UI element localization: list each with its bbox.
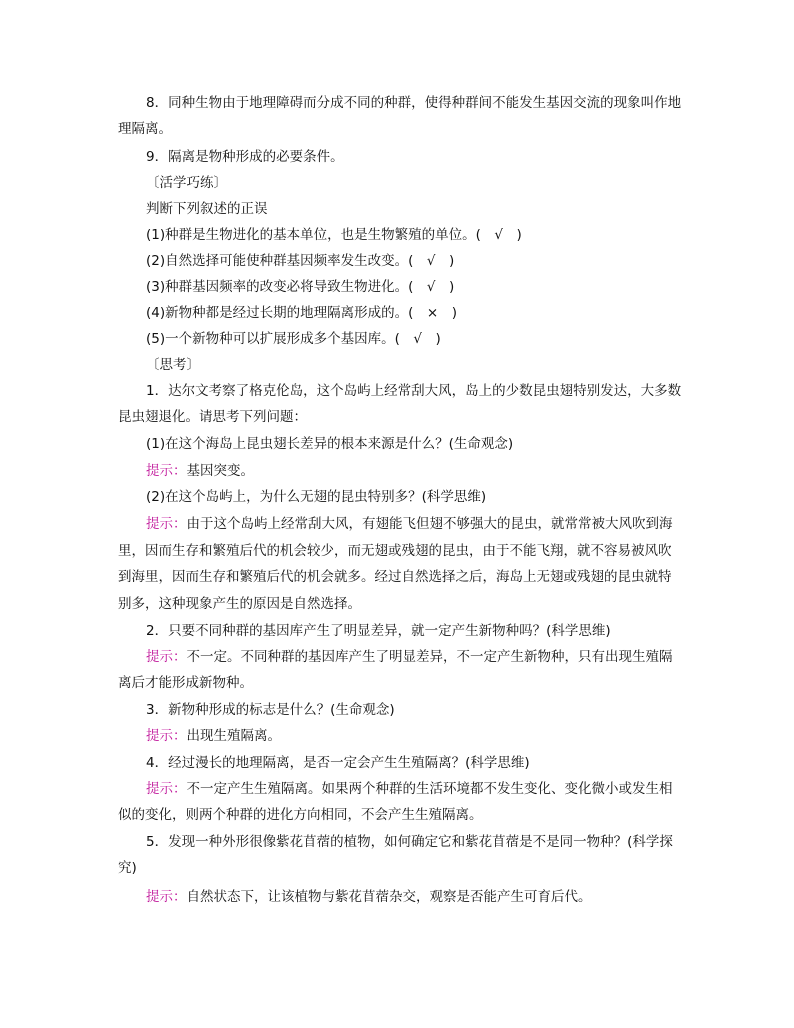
text-line xyxy=(146,356,200,374)
hint-label: 提示： xyxy=(146,463,187,479)
text-line xyxy=(146,252,454,270)
text-line xyxy=(146,888,592,906)
line-text: 判断下列叙述的正误 xyxy=(146,201,268,217)
line-text: 〔活学巧练〕 xyxy=(146,175,227,191)
line-text: 到海里，因而生存和繁殖后代的机会就多。经过自然选择之后，海岛上无翅或残翅的昆虫就特 xyxy=(118,569,672,585)
hint-label: 提示： xyxy=(146,649,187,665)
line-text: 似的变化，则两个种群的进化方向相同，不会产生生殖隔离。 xyxy=(118,807,483,823)
line-text: 理隔离。 xyxy=(118,121,172,137)
line-text: 1．达尔文考察了格克伦岛，这个岛屿上经常刮大风，岛上的少数昆虫翅特别发达，大多数 xyxy=(146,383,682,399)
text-line xyxy=(146,648,673,666)
text-line xyxy=(118,674,253,692)
line-text: 出现生殖隔离。 xyxy=(186,728,281,744)
text-line xyxy=(146,622,611,640)
line-text: (2)自然选择可能使种群基因频率发生改变。( √ ) xyxy=(146,253,455,269)
text-line xyxy=(118,859,137,877)
line-text: (3)种群基因频率的改变必将导致生物进化。( √ ) xyxy=(146,279,455,295)
line-text: 别多，这种现象产生的原因是自然选择。 xyxy=(118,596,361,612)
hint-label: 提示： xyxy=(146,889,187,905)
line-text: 离后才能形成新物种。 xyxy=(118,675,253,691)
text-line xyxy=(146,304,457,322)
text-line xyxy=(146,462,254,480)
line-text: 不一定。不同种群的基因库产生了明显差异，不一定产生新物种，只有出现生殖隔 xyxy=(186,649,673,665)
line-text: 4．经过漫长的地理隔离，是否一定会产生生殖隔离？(科学思维) xyxy=(146,755,530,771)
text-line xyxy=(118,595,361,613)
line-text: 不一定产生生殖隔离。如果两个种群的生活环境都不发生变化、变化微小或发生相 xyxy=(186,781,673,797)
text-line xyxy=(146,727,281,745)
line-text: 2．只要不同种群的基因库产生了明显差异，就一定产生新物种吗？(科学思维) xyxy=(146,623,611,639)
line-text: 究) xyxy=(118,860,137,876)
text-line xyxy=(118,568,672,586)
line-text: 自然状态下，让该植物与紫花苜蓿杂交，观察是否能产生可育后代。 xyxy=(186,889,592,905)
text-line xyxy=(146,94,681,112)
line-text: (5)一个新物种可以扩展形成多个基因库。( √ ) xyxy=(146,331,441,347)
text-line xyxy=(146,435,513,453)
text-line xyxy=(118,542,672,560)
hint-label: 提示： xyxy=(146,516,187,532)
text-line xyxy=(146,701,395,719)
text-line xyxy=(146,226,522,244)
line-text: (2)在这个岛屿上，为什么无翅的昆虫特别多？(科学思维) xyxy=(146,489,487,505)
text-line xyxy=(146,330,441,348)
line-text: (4)新物种都是经过长期的地理隔离形成的。( × ) xyxy=(146,305,457,321)
line-text: 5．发现一种外形很像紫花苜蓿的植物，如何确定它和紫花苜蓿是不是同一物种？(科学探 xyxy=(146,834,673,850)
hint-label: 提示： xyxy=(146,728,187,744)
text-line xyxy=(146,200,268,218)
text-line xyxy=(118,120,172,138)
text-line xyxy=(146,278,454,296)
line-text: (1)在这个海岛上昆虫翅长差异的根本来源是什么？(生命观念) xyxy=(146,436,514,452)
line-text: 8．同种生物由于地理障碍而分成不同的种群，使得种群间不能发生基因交流的现象叫作地 xyxy=(146,95,682,111)
text-line xyxy=(146,515,673,533)
line-text: 昆虫翅退化。请思考下列问题： xyxy=(118,409,307,425)
text-line xyxy=(146,754,530,772)
line-text: 里，因而生存和繁殖后代的机会较少，而无翅或残翅的昆虫，由于不能飞翔，就不容易被风吹 xyxy=(118,543,672,559)
line-text: 〔思考〕 xyxy=(146,357,200,373)
line-text: (1)种群是生物进化的基本单位，也是生物繁殖的单位。( √ ) xyxy=(146,227,522,243)
hint-label: 提示： xyxy=(146,781,187,797)
text-line xyxy=(146,148,344,166)
text-line xyxy=(146,780,673,798)
line-text: 9．隔离是物种形成的必要条件。 xyxy=(146,149,344,165)
text-line xyxy=(118,806,483,824)
text-line xyxy=(118,408,307,426)
text-line xyxy=(146,488,486,506)
text-line xyxy=(146,833,673,851)
text-line xyxy=(146,174,227,192)
text-line xyxy=(146,382,681,400)
line-text: 由于这个岛屿上经常刮大风，有翅能飞但翅不够强大的昆虫，就常常被大风吹到海 xyxy=(186,516,673,532)
line-text: 基因突变。 xyxy=(186,463,254,479)
line-text: 3．新物种形成的标志是什么？(生命观念) xyxy=(146,702,395,718)
